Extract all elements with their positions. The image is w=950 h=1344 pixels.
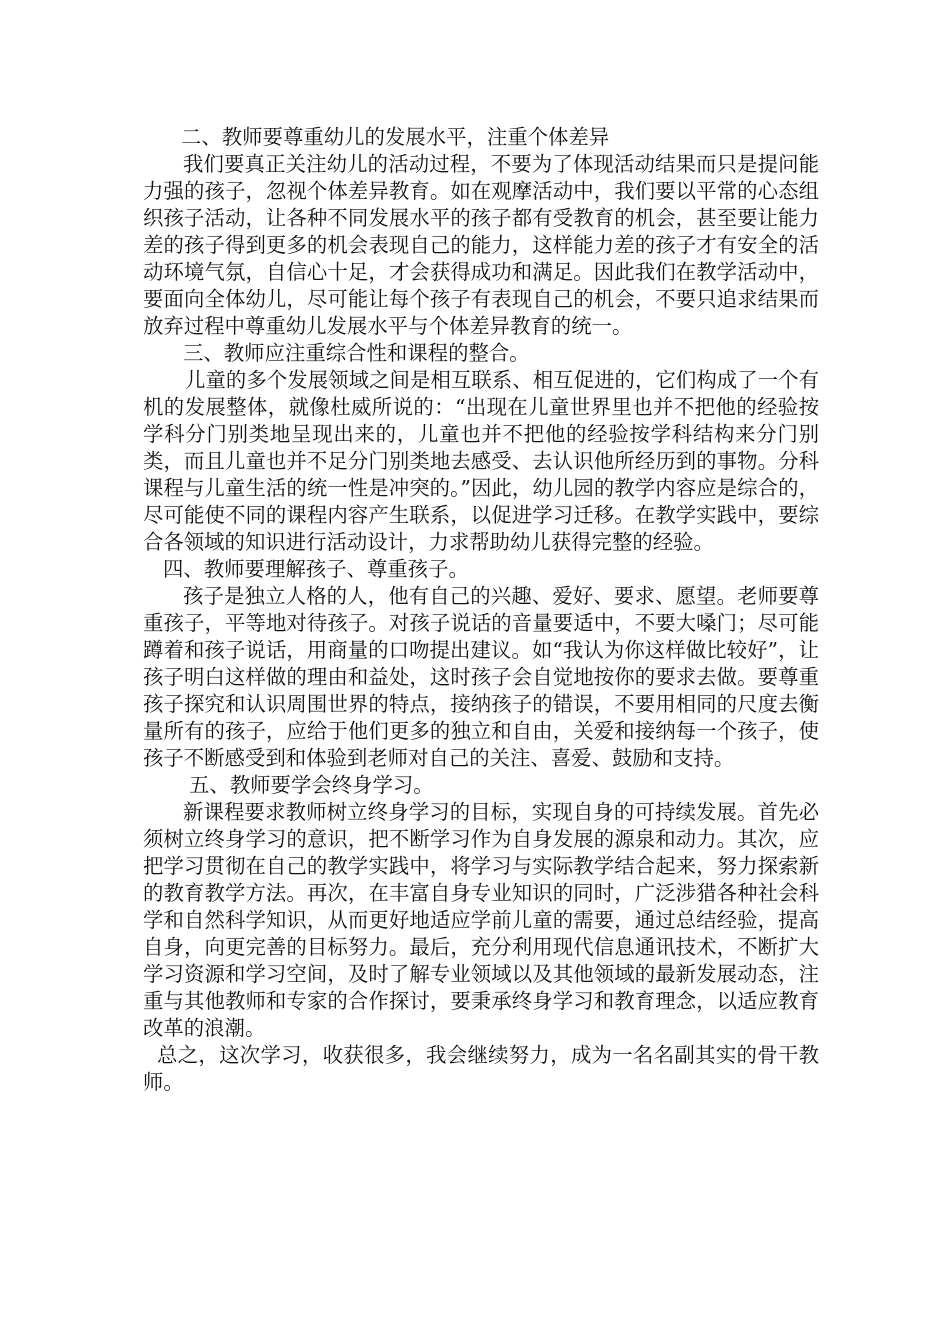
conclusion-paragraph: 总之，这次学习，收获很多，我会继续努力，成为一名名副其实的骨干教师。 <box>143 1043 819 1094</box>
section-5-heading: 五、教师要学会终身学习。 <box>189 773 434 797</box>
section-2-paragraph: 我们要真正关注幼儿的活动过程，不要为了体现活动结果而只是提问能力强的孩子，忽视个体差异教育。如在观摩活动中，我们要以平常的心态组织孩子活动，让各种不同发展水平的孩子都有受教育的机会，甚至要让能力差的孩子得到更多的机会表现自己的能力，这样能力差的孩子才有安全的活动环境气氛，自信心十足，才会获得成功和满足。因此我们在教学活动中，要面向全体幼儿，尽可能让每个孩子有表现自己的机会，不要只追求结果而放弃过程中尊重幼儿发展水平与个体差异教育的统一。 <box>143 152 819 338</box>
section-3-paragraph: 儿童的多个发展领域之间是相互联系、相互促进的，它们构成了一个有机的发展整体，就像杜威所说的：“出现在儿童世界里也并不把他的经验按学科分门别类地呈现出来的，儿童也并不把他的经验按学科结构来分门别类，而且儿童也并不足分门别类地去感受、去认识他所经历到的事物。分科课程与儿童生活的统一性是冲突的。”因此，幼儿园的教学内容应是综合的，尽可能使不同的课程内容产生联系，以促进学习迁移。在教学实践中，要综合各领域的知识进行活动设计，力求帮助幼儿获得完整的经验。 <box>143 368 819 554</box>
document-page <box>143 124 819 1096</box>
section-3-heading: 三、教师应注重综合性和课程的整合。 <box>183 341 530 365</box>
section-4-heading: 四、教师要理解孩子、尊重孩子。 <box>163 557 469 581</box>
section-5-paragraph: 新课程要求教师树立终身学习的目标，实现自身的可持续发展。首先必须树立终身学习的意识，把不断学习作为自身发展的源泉和动力。其次，应把学习贯彻在自己的教学实践中，将学习与实际教学结合起来，努力探索新的教育教学方法。再次，在丰富自身专业知识的同时，广泛涉猎各种社会科学和自然科学知识，从而更好地适应学前儿童的需要，通过总结经验，提高自身，向更完善的目标努力。最后，充分利用现代信息通讯技术，不断扩大学习资源和学习空间，及时了解专业领域以及其他领域的最新发展动态，注重与其他教师和专家的合作探讨，要秉承终身学习和教育理念，以适应教育改革的浪潮。 <box>143 800 819 1040</box>
section-2-heading: 二、教师要尊重幼儿的发展水平，注重个体差异 <box>181 125 610 149</box>
section-4-paragraph: 孩子是独立人格的人，他有自己的兴趣、爱好、要求、愿望。老师要尊重孩子，平等地对待孩子。对孩子说话的音量要适中，不要大嗓门；尽可能蹲着和孩子说话，用商量的口吻提出建议。如“我认为你这样做比较好”，让孩子明白这样做的理由和益处，这时孩子会自觉地按你的要求去做。要尊重孩子探究和认识周围世界的特点，接纳孩子的错误，不要用相同的尺度去衡量所有的孩子，应给于他们更多的独立和自由，关爱和接纳每一个孩子，使孩子不断感受到和体验到老师对自己的关注、喜爱、鼓励和支持。 <box>143 584 819 770</box>
